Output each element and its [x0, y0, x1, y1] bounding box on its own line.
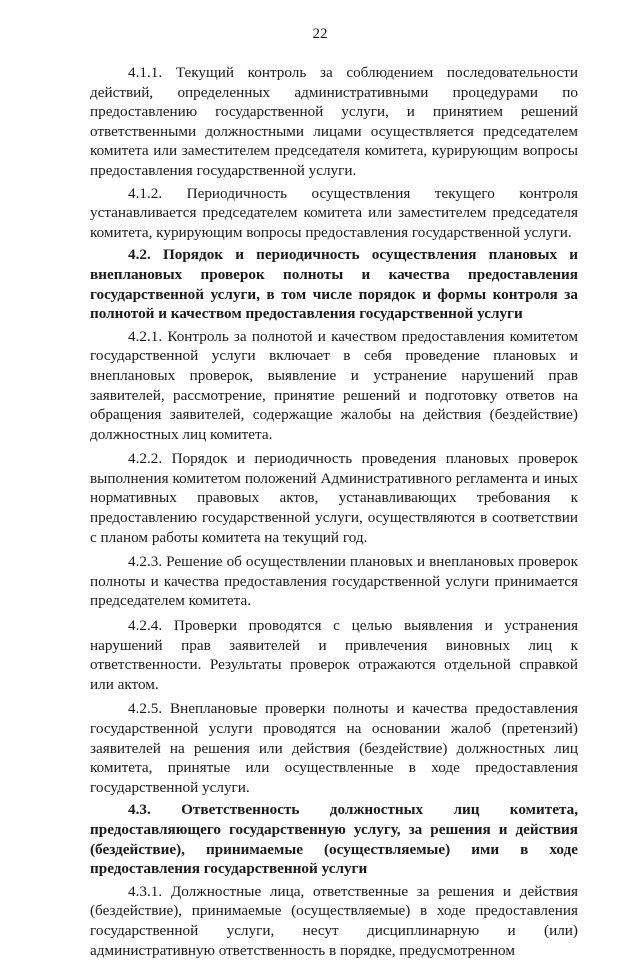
paragraph-4-1-1: 4.1.1. Текущий контроль за соблюдением последовательности действий, определенных административными процедурами по предоставлению государственной услуги, и принятием решений ответственными должностными лицами осуществляется председателем комитета или заместителем председателя комитета, курирующим вопросы предоставления государственной услуги. [90, 64, 578, 179]
page-number: 22 [312, 26, 328, 42]
paragraph-4-3-1: 4.3.1. Должностные лица, ответственные за решения и действия (бездействие), принимаемые (осуществляемые) в ходе предоставления государственной услуги, несут дисциплинарную и (или) административную ответственность в порядке, предусмотренном [90, 882, 578, 959]
section-heading-4-3: 4.3. Ответственность должностных лиц комитета, предоставляющего государственную услугу, за решения и действия (бездействие), принимаемые (осуществляемые) ими в ходе предоставления государственной услуги [90, 801, 578, 878]
paragraph-4-1-2: 4.1.2. Периодичность осуществления текущего контроля устанавливается председателем комитета или заместителем председателя комитета, курирующим вопросы предоставления государственной услуги. [90, 184, 578, 241]
document-body [90, 63, 578, 960]
paragraph-4-2-1: 4.2.1. Контроль за полнотой и качеством предоставления комитетом государственной услуги включает в себя проведение плановых и внеплановых проверок, выявление и устранение нарушений прав заявителей, рассмотрение, принятие решений и подготовку ответов на обращения заявителей, содержащие жалобы на действия (бездействие) должностных лиц комитета. [90, 327, 578, 443]
paragraph-4-2-5: 4.2.5. Внеплановые проверки полноты и качества предоставления государственной услуги проводятся на основании жалоб (претензий) заявителей на решения или действия (бездействие) должностных лиц комитета, принятые или осуществленные в ходе предоставления государственной услуги. [90, 700, 578, 796]
paragraph-4-2-2: 4.2.2. Порядок и периодичность проведения плановых проверок выполнения комитетом положений Административного регламента и иных нормативных правовых актов, устанавливающих требования к предоставлению государственной услуги, осуществляются в соответствии с планом работы комитета на текущий год. [90, 450, 578, 546]
paragraph-4-2-3: 4.2.3. Решение об осуществлении плановых и внеплановых проверок полноты и качества предоставления государственной услуги принимается председателем комитета. [90, 553, 578, 610]
paragraph-4-2-4: 4.2.4. Проверки проводятся с целью выявления и устранения нарушений прав заявителей и привлечения виновных лиц к ответственности. Результаты проверок отражаются отдельной справкой или актом. [90, 617, 578, 693]
section-heading-4-2: 4.2. Порядок и периодичность осуществления плановых и внеплановых проверок полноты и качества предоставления государственной услуги, в том числе порядок и формы контроля за полнотой и качеством предоставления государственной услуги [90, 246, 578, 323]
